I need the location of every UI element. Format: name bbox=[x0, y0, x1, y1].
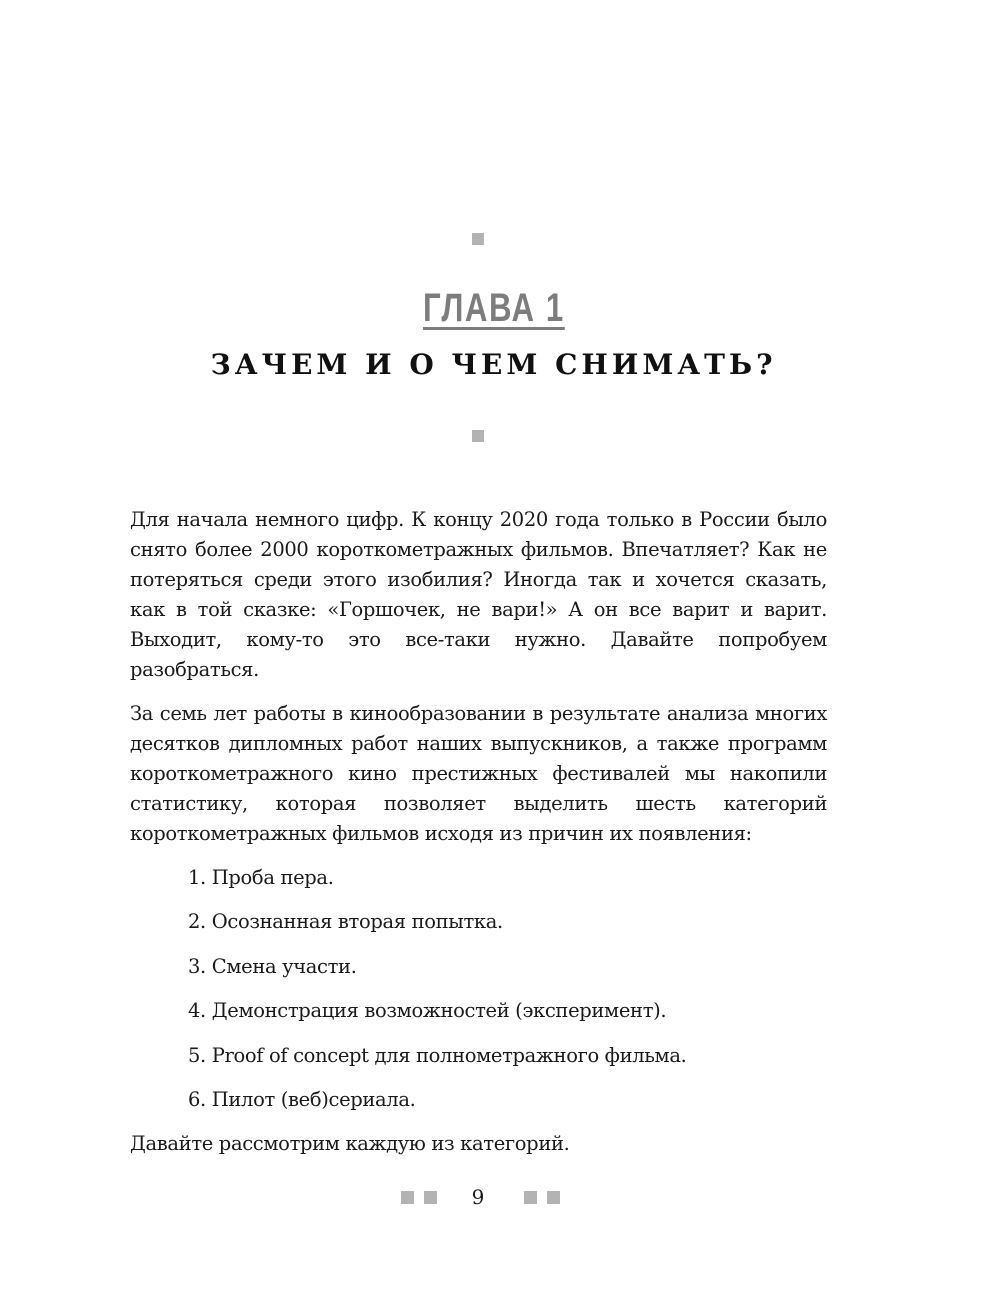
paragraph-intro: Для начала немного цифр. К концу 2020 года только в России было снято более 2000 короткометражных фильмов. Впечатляет? Как не потеряться среди этого изобилия? Иногда так и хочется сказать, как в той сказке: «Горшочек, не вари!» А он все варит и варит. Выходит, кому-то это все-таки нужно. Давайте попробуем разобраться. bbox=[130, 508, 827, 681]
ornament-square-top bbox=[472, 233, 484, 245]
category-list bbox=[130, 863, 827, 1115]
list-item: 6. Пилот (веб)сериала. bbox=[188, 1087, 416, 1111]
footer-ornament-square bbox=[547, 1191, 560, 1204]
ornament-square-bottom bbox=[472, 430, 484, 442]
list-item: 3. Смена участи. bbox=[188, 954, 357, 978]
paragraph-closing: Давайте рассмотрим каждую из категорий. bbox=[130, 1132, 570, 1156]
list-item: 2. Осознанная вторая попытка. bbox=[188, 910, 503, 934]
footer-ornament-square bbox=[424, 1191, 437, 1204]
list-item: 1. Проба пера. bbox=[188, 866, 334, 889]
page-footer bbox=[0, 1186, 987, 1216]
paragraph-categories: За семь лет работы в кинообразовании в результате анализа многих десятков дипломных работ наших выпускников, а также программ короткометражного кино престижных фестивалей мы накопили статистику, которая позволяет выделить шесть категорий короткометражных фильмов исходя из причин их появления: bbox=[130, 702, 827, 845]
footer-ornament-square bbox=[524, 1191, 537, 1204]
chapter-label bbox=[0, 286, 987, 331]
footer-ornament-square bbox=[401, 1191, 414, 1204]
list-item: 5. Proof of concept для полнометражного фильма. bbox=[188, 1043, 687, 1067]
body-text bbox=[130, 505, 827, 1173]
chapter-label-text: ГЛАВА 1 bbox=[422, 286, 565, 330]
list-item: 4. Демонстрация возможностей (эксперимент). bbox=[188, 999, 667, 1023]
page-number: 9 bbox=[471, 1185, 485, 1209]
chapter-title: ЗАЧЕМ И О ЧЕМ СНИМАТЬ? bbox=[210, 348, 777, 381]
